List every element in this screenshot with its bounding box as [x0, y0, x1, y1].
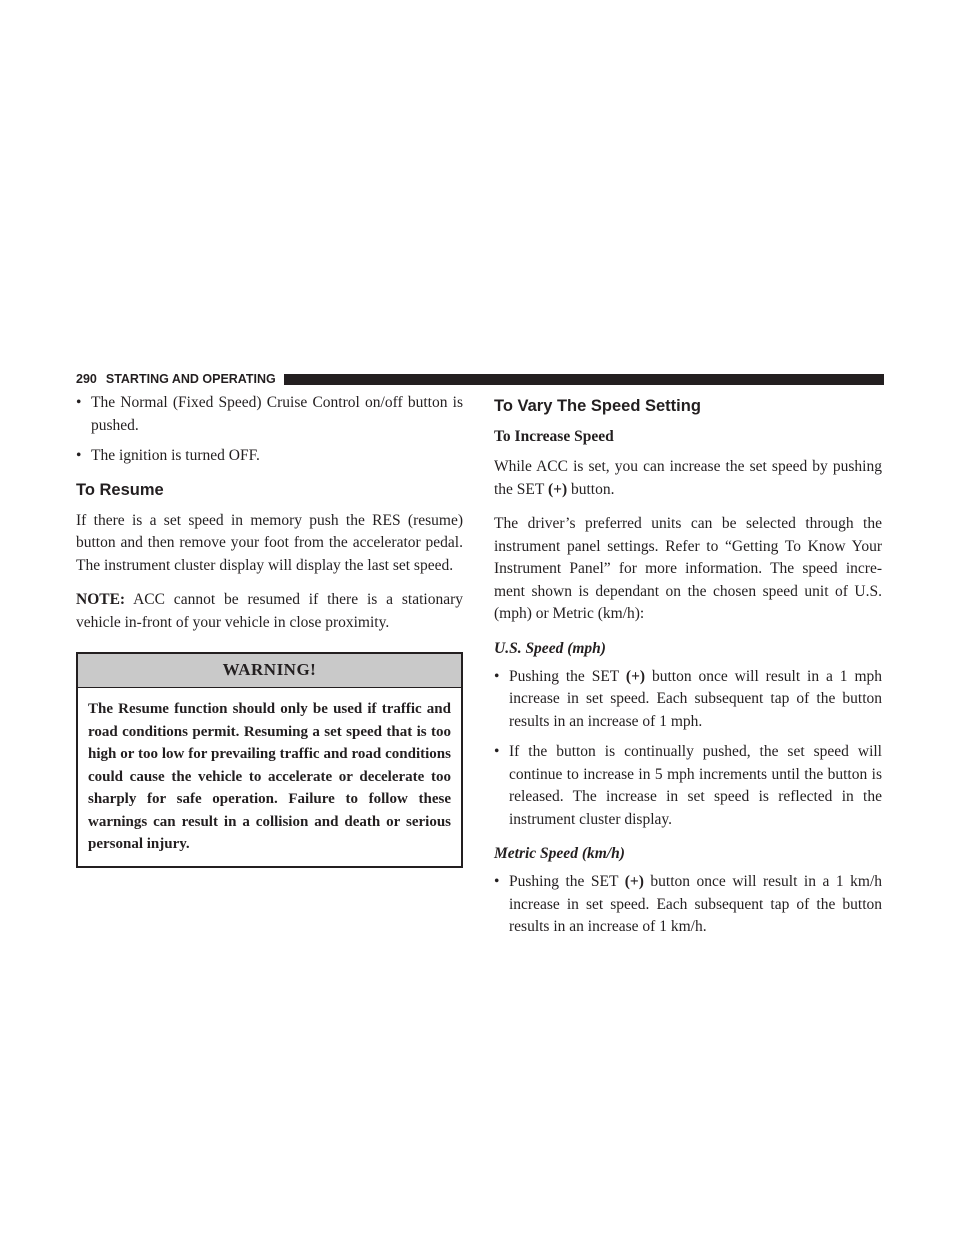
us-speed-heading: U.S. Speed (mph) — [494, 639, 606, 657]
section-title: STARTING AND OPERATING — [105, 372, 276, 386]
page-header — [76, 372, 884, 386]
bullet-icon: • — [494, 667, 500, 685]
resume-paragraph: If there is a set speed in memory push the RES (resume) button and then remove your foot from the accelerator pedal. The instrument cluster display will display the last set speed. — [76, 511, 463, 574]
note-paragraph — [76, 589, 463, 634]
list-item-text: If the button is continually pushed, the set speed will continue to increase in 5 mph increments until the button is released. The increase in set speed is reflected in the instrument cluster display. — [509, 743, 882, 828]
us-speed-list — [494, 666, 882, 832]
list-item-text: The ignition is turned OFF. — [91, 447, 260, 464]
list-item — [494, 666, 882, 734]
warning-title: WARNING! — [78, 654, 461, 688]
warning-body: The Resume function should only be used if traffic and road conditions permit. Resuming a set speed that is too high or too low for prevailing traffic and road conditions could cause the vehicle to accelerate or decelerate too sharply for safe operation. Failure to follow these warnings can result in a collision and death or serious personal injury. — [88, 701, 451, 852]
text-run: While ACC is set, you can increase the set speed by pushing the SET — [494, 458, 882, 498]
header-rule — [284, 374, 884, 385]
units-paragraph: The driver’s preferred units can be selected through the instrument panel settings. Refer to “Getting To Know Your Instrument Panel” for more information. The speed incre-ment shown is dependant on the chosen speed unit of U.S. (mph) or Metric (km/h): — [494, 515, 882, 622]
bullet-icon: • — [494, 743, 500, 760]
text-run: button once will result in a 1 mph increase in set speed. Each subsequent tap of the button results in an increase of 1 mph. — [509, 667, 882, 730]
list-item — [76, 445, 463, 468]
list-item-text — [509, 666, 882, 734]
text-run: Pushing the SET — [509, 667, 626, 685]
list-item — [76, 392, 463, 437]
left-column — [76, 392, 463, 868]
increase-speed-subheading: To Increase Speed — [494, 428, 614, 445]
vary-speed-heading: To Vary The Speed Setting — [494, 397, 701, 415]
list-item — [494, 871, 882, 939]
plus-token: (+) — [547, 480, 568, 498]
list-item — [494, 741, 882, 831]
cancel-conditions-list — [76, 392, 463, 468]
text-run: button. — [567, 480, 615, 498]
note-label: NOTE: — [76, 591, 126, 608]
bullet-icon: • — [76, 394, 82, 411]
list-item-text: The Normal (Fixed Speed) Cruise Control on/off button is pushed. — [91, 394, 463, 434]
resume-heading: To Resume — [76, 480, 164, 499]
increase-speed-paragraph — [494, 456, 882, 501]
bullet-icon: • — [494, 873, 500, 890]
metric-speed-heading: Metric Speed (km/h) — [494, 845, 625, 862]
page-number: 290 — [76, 372, 97, 386]
note-text: ACC cannot be resumed if there is a stationary vehicle in-front of your vehicle in close proximity. — [76, 591, 463, 631]
bullet-icon: • — [76, 447, 82, 464]
text-run: button once will result in a 1 km/h increase in set speed. Each subsequent tap of the button results in an increase of 1 km/h. — [509, 873, 882, 935]
metric-speed-list — [494, 871, 882, 939]
warning-box — [76, 652, 463, 868]
right-column — [494, 392, 882, 951]
text-run: Pushing the SET — [509, 873, 625, 890]
plus-token: (+) — [624, 873, 644, 890]
list-item-text — [509, 871, 882, 939]
plus-token: (+) — [625, 667, 646, 685]
